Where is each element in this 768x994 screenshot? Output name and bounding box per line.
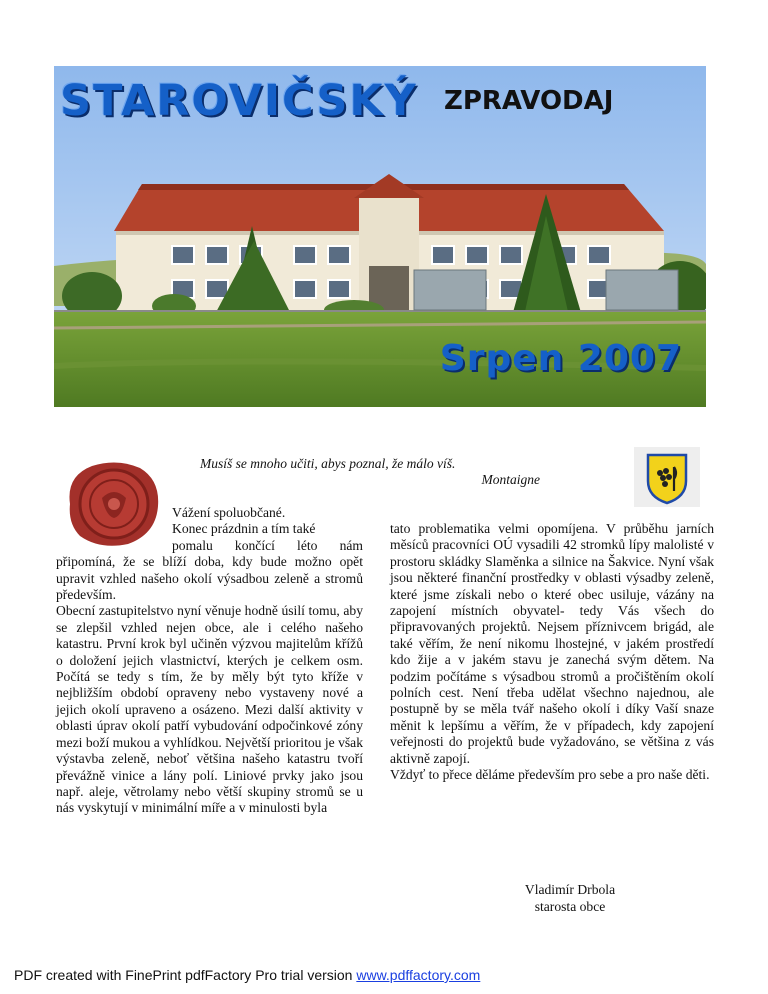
coat-of-arms-icon: [634, 447, 700, 507]
greeting: Vážení spoluobčané.: [172, 505, 286, 520]
signature: [470, 881, 670, 915]
pdf-footer: [14, 967, 480, 983]
footer-link[interactable]: www.pdffactory.com: [356, 967, 481, 983]
newsletter-title: STAROVIČSKÝ: [60, 76, 418, 126]
newsletter-subtitle: ZPRAVODAJ: [444, 86, 614, 116]
paragraph-line: Konec prázdnin a tím také: [172, 521, 316, 537]
article-left-column: [56, 505, 363, 817]
footer-text: PDF created with FinePrint pdfFactory Pro trial version: [14, 967, 357, 983]
signature-role: starosta obce: [534, 899, 606, 914]
paragraph: Obecní zastupitelstvo nyní věnuje hodně úsilí tomu, aby se zlepšil vzhled nejen obce, ale i celého našeho katastru. První krok byl učiněn výzvou majitelům křížů o doložení jejich vlastnictví, kterých je celkem osm. Počítá se tedy s tím, že by měly být tyto kříže v nejbližším období opraveny nebo vystaveny nové a jejich okolí upraveno a osázeno. Mezi další aktivity v oblasti úprav okolí patří vybudování odpočinkové zóny mezi boží mukou a vyhlídkou. Největší prioritou je však výstavba zeleně, neboť většina našeho katastru tvoří převážně vinice a lány polí. Liniové prvky jako jsou např. aleje, větrolamy nebo větší skupiny stromů se u nás vyskytují v minimální míře a v minulosti byla: [56, 603, 363, 816]
motto-text: Musíš se mnoho učiti, abys poznal, že málo víš.: [200, 456, 456, 471]
paragraph: tato problematika velmi opomíjena. V průběhu jarních měsíců pracovníci OÚ vysadili 42 stromků lípy malolisté v prostoru skládky Slaměnka a silnice na Šakvice. Nyní však jsou některé finanční prostředky v oblasti výsadby zeleně, které jsme získali nebo o které obec usiluje, vázány na zapojení místních obyvatel- tedy Vás všech do připravovaných projektů. Nejsem příznivcem brigád, ale také věřím, že není nikomu lhostejné, v jakém prostředí kdo žije a v jakém stavu je zanechá svým dětem. Na podzim počítáme s výsadbou stromů a pročištěním okolí polních cest. Není třeba udělat všechno najednou, ale postupně by se měla tvář našeho okolí i díky Vaší snaze měnit k lepšímu a věřím, že v případech, kdy zapojení veřejnosti do projektů bude vyžadováno, se většina z vás aktivně zapojí.: [390, 521, 714, 766]
paragraph: Vždyť to přece děláme především pro sebe a pro naše děti.: [390, 767, 710, 783]
paragraph: pomalu končící léto nám připomíná, že se blíží doba, kdy bude možno opět upravit vzhled našeho okolí výsadbou zeleně a stromů především.: [56, 537, 363, 603]
article-right-column: [390, 521, 714, 784]
signature-name: Vladimír Drbola: [524, 882, 616, 897]
issue-date: Srpen 2007: [439, 338, 682, 379]
header-photo: [54, 66, 706, 407]
motto: [200, 456, 540, 488]
motto-author: Montaigne: [481, 472, 540, 487]
